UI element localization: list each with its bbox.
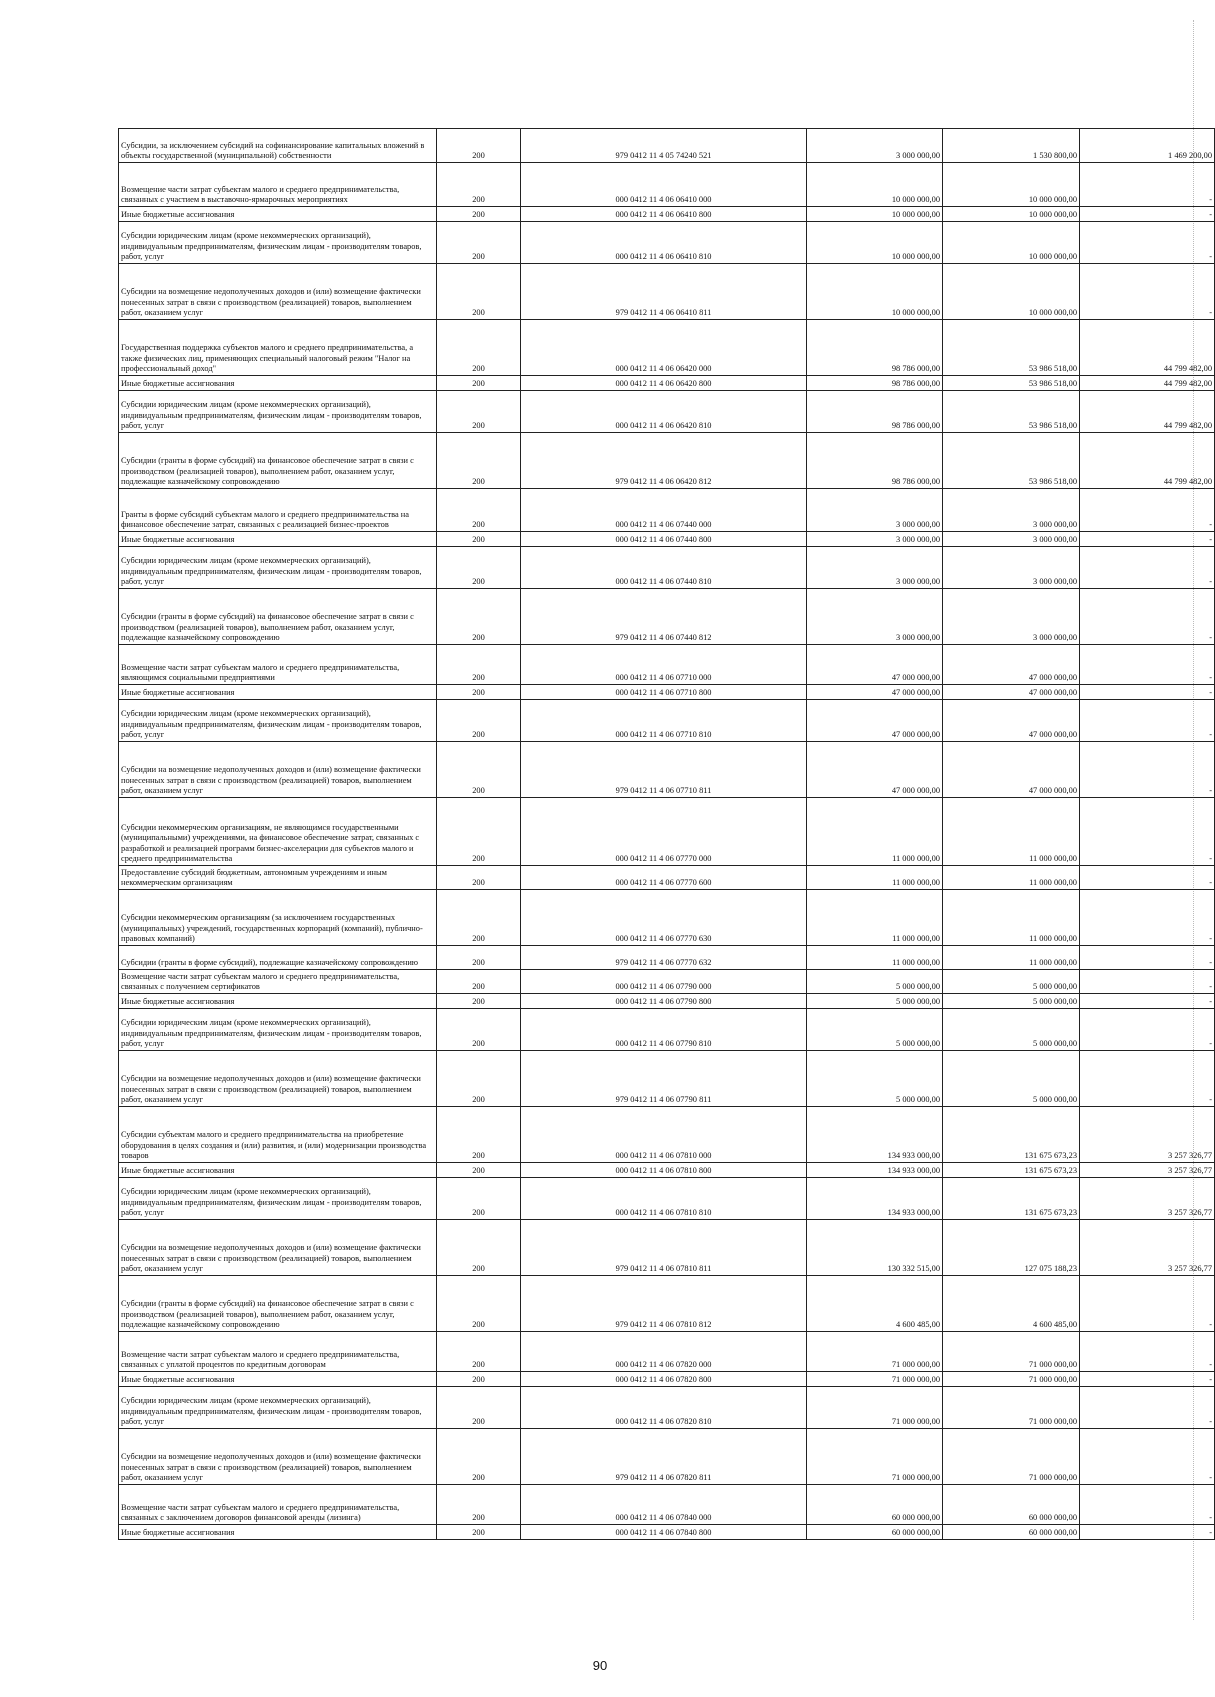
- table-row: [119, 685, 1215, 700]
- table-row: [119, 320, 1215, 376]
- row-kbk-cell: 000 0412 11 4 06 07810 810: [521, 1178, 807, 1220]
- row-unexecuted-cell: -: [1080, 970, 1215, 994]
- budget-execution-table: [118, 128, 1215, 1540]
- row-name-cell: Субсидии юридическим лицам (кроме некоммерческих организаций), индивидуальным предпринимателям, физическим лицам - производителям товаров, работ, услуг: [119, 391, 437, 433]
- row-kbk-cell: 000 0412 11 4 06 07810 000: [521, 1107, 807, 1163]
- row-kbk-cell: 000 0412 11 4 06 07810 800: [521, 1163, 807, 1178]
- row-code-cell: 200: [437, 866, 521, 890]
- row-code-cell: 200: [437, 742, 521, 798]
- row-name-cell: Субсидии субъектам малого и среднего предпринимательства на приобретение оборудования в целях создания и (или) развития, и (или) модернизации производства товаров: [119, 1107, 437, 1163]
- row-code-cell: 200: [437, 946, 521, 970]
- row-approved-cell: 71 000 000,00: [807, 1332, 943, 1372]
- row-executed-cell: 131 675 673,23: [943, 1178, 1080, 1220]
- table-row: [119, 376, 1215, 391]
- table-row: [119, 489, 1215, 532]
- row-executed-cell: 127 075 188,23: [943, 1220, 1080, 1276]
- row-kbk-cell: 000 0412 11 4 06 07820 800: [521, 1372, 807, 1387]
- row-code-cell: 200: [437, 1485, 521, 1525]
- table-row: [119, 994, 1215, 1009]
- row-approved-cell: 10 000 000,00: [807, 207, 943, 222]
- row-executed-cell: 3 000 000,00: [943, 589, 1080, 645]
- row-kbk-cell: 979 0412 11 4 06 07440 812: [521, 589, 807, 645]
- row-approved-cell: 98 786 000,00: [807, 433, 943, 489]
- row-unexecuted-cell: 3 257 326,77: [1080, 1220, 1215, 1276]
- row-kbk-cell: 000 0412 11 4 06 06410 800: [521, 207, 807, 222]
- row-executed-cell: 3 000 000,00: [943, 547, 1080, 589]
- row-executed-cell: 71 000 000,00: [943, 1372, 1080, 1387]
- row-unexecuted-cell: -: [1080, 1009, 1215, 1051]
- row-executed-cell: 53 986 518,00: [943, 320, 1080, 376]
- table-row: [119, 946, 1215, 970]
- row-kbk-cell: 000 0412 11 4 06 07820 810: [521, 1387, 807, 1429]
- row-name-cell: Субсидии (гранты в форме субсидий) на финансовое обеспечение затрат в связи с производством (реализацией товаров), выполнением работ, оказанием услуг, подлежащие казначейскому сопровождению: [119, 433, 437, 489]
- row-approved-cell: 11 000 000,00: [807, 946, 943, 970]
- table-row: [119, 433, 1215, 489]
- row-name-cell: Субсидии на возмещение недополученных доходов и (или) возмещение фактически понесенных затрат в связи с производством (реализацией) товаров, выполнением работ, оказанием услуг: [119, 264, 437, 320]
- row-approved-cell: 3 000 000,00: [807, 532, 943, 547]
- row-name-cell: Субсидии некоммерческим организациям (за исключением государственных (муниципальных) учреждений, государственных корпораций (компаний), публично-правовых компаний): [119, 890, 437, 946]
- row-approved-cell: 134 933 000,00: [807, 1163, 943, 1178]
- row-unexecuted-cell: -: [1080, 547, 1215, 589]
- row-name-cell: Субсидии (гранты в форме субсидий), подлежащие казначейскому сопровождению: [119, 946, 437, 970]
- table-row: [119, 1429, 1215, 1485]
- row-executed-cell: 71 000 000,00: [943, 1387, 1080, 1429]
- row-executed-cell: 3 000 000,00: [943, 489, 1080, 532]
- row-code-cell: 200: [437, 433, 521, 489]
- row-kbk-cell: 979 0412 11 4 06 07770 632: [521, 946, 807, 970]
- table-row: [119, 589, 1215, 645]
- row-kbk-cell: 000 0412 11 4 06 07440 000: [521, 489, 807, 532]
- row-approved-cell: 60 000 000,00: [807, 1525, 943, 1540]
- row-kbk-cell: 000 0412 11 4 06 07840 800: [521, 1525, 807, 1540]
- row-unexecuted-cell: 3 257 326,77: [1080, 1163, 1215, 1178]
- table-row: [119, 264, 1215, 320]
- row-unexecuted-cell: -: [1080, 222, 1215, 264]
- row-executed-cell: 3 000 000,00: [943, 532, 1080, 547]
- row-executed-cell: 11 000 000,00: [943, 798, 1080, 866]
- row-unexecuted-cell: -: [1080, 163, 1215, 207]
- row-code-cell: 200: [437, 589, 521, 645]
- row-kbk-cell: 000 0412 11 4 06 07840 000: [521, 1485, 807, 1525]
- row-approved-cell: 5 000 000,00: [807, 1009, 943, 1051]
- row-approved-cell: 11 000 000,00: [807, 798, 943, 866]
- row-kbk-cell: 000 0412 11 4 06 06420 000: [521, 320, 807, 376]
- row-name-cell: Субсидии юридическим лицам (кроме некоммерческих организаций), индивидуальным предпринимателям, физическим лицам - производителям товаров, работ, услуг: [119, 547, 437, 589]
- row-executed-cell: 60 000 000,00: [943, 1525, 1080, 1540]
- row-kbk-cell: 000 0412 11 4 06 07770 630: [521, 890, 807, 946]
- row-kbk-cell: 000 0412 11 4 06 07770 600: [521, 866, 807, 890]
- row-approved-cell: 47 000 000,00: [807, 645, 943, 685]
- row-code-cell: 200: [437, 1332, 521, 1372]
- row-name-cell: Иные бюджетные ассигнования: [119, 532, 437, 547]
- row-unexecuted-cell: 44 799 482,00: [1080, 376, 1215, 391]
- row-executed-cell: 1 530 800,00: [943, 129, 1080, 163]
- row-code-cell: 200: [437, 1525, 521, 1540]
- budget-table-frame: [118, 128, 1212, 1540]
- table-row: [119, 866, 1215, 890]
- table-row: [119, 1051, 1215, 1107]
- row-unexecuted-cell: -: [1080, 489, 1215, 532]
- row-code-cell: 200: [437, 700, 521, 742]
- row-kbk-cell: 979 0412 11 4 06 07710 811: [521, 742, 807, 798]
- row-unexecuted-cell: 44 799 482,00: [1080, 433, 1215, 489]
- row-code-cell: 200: [437, 376, 521, 391]
- table-body: [119, 129, 1215, 1540]
- table-row: [119, 1485, 1215, 1525]
- row-unexecuted-cell: -: [1080, 946, 1215, 970]
- row-name-cell: Субсидии юридическим лицам (кроме некоммерческих организаций), индивидуальным предпринимателям, физическим лицам - производителям товаров, работ, услуг: [119, 1178, 437, 1220]
- row-approved-cell: 10 000 000,00: [807, 264, 943, 320]
- row-approved-cell: 5 000 000,00: [807, 994, 943, 1009]
- row-unexecuted-cell: -: [1080, 589, 1215, 645]
- row-name-cell: Субсидии юридическим лицам (кроме некоммерческих организаций), индивидуальным предпринимателям, физическим лицам - производителям товаров, работ, услуг: [119, 222, 437, 264]
- row-code-cell: 200: [437, 1276, 521, 1332]
- row-unexecuted-cell: -: [1080, 866, 1215, 890]
- row-kbk-cell: 000 0412 11 4 06 06420 810: [521, 391, 807, 433]
- row-kbk-cell: 000 0412 11 4 06 06420 800: [521, 376, 807, 391]
- row-executed-cell: 47 000 000,00: [943, 645, 1080, 685]
- row-approved-cell: 98 786 000,00: [807, 376, 943, 391]
- row-executed-cell: 131 675 673,23: [943, 1107, 1080, 1163]
- table-row: [119, 222, 1215, 264]
- row-code-cell: 200: [437, 532, 521, 547]
- row-approved-cell: 10 000 000,00: [807, 163, 943, 207]
- row-name-cell: Субсидии некоммерческим организациям, не являющимся государственными (муниципальными) учреждениями, на финансовое обеспечение затрат, связанных с разработкой и реализацией программ бизнес-акселерации для субъектов малого и среднего предпринимательства: [119, 798, 437, 866]
- row-code-cell: 200: [437, 1429, 521, 1485]
- row-approved-cell: 10 000 000,00: [807, 222, 943, 264]
- row-executed-cell: 53 986 518,00: [943, 376, 1080, 391]
- table-row: [119, 700, 1215, 742]
- row-code-cell: 200: [437, 890, 521, 946]
- row-code-cell: 200: [437, 129, 521, 163]
- row-executed-cell: 10 000 000,00: [943, 163, 1080, 207]
- row-name-cell: Предоставление субсидий бюджетным, автономным учреждениям и иным некоммерческим организациям: [119, 866, 437, 890]
- row-approved-cell: 3 000 000,00: [807, 129, 943, 163]
- row-code-cell: 200: [437, 1163, 521, 1178]
- row-approved-cell: 5 000 000,00: [807, 970, 943, 994]
- row-unexecuted-cell: -: [1080, 700, 1215, 742]
- row-executed-cell: 5 000 000,00: [943, 1009, 1080, 1051]
- row-name-cell: Субсидии юридическим лицам (кроме некоммерческих организаций), индивидуальным предпринимателям, физическим лицам - производителям товаров, работ, услуг: [119, 1387, 437, 1429]
- row-kbk-cell: 000 0412 11 4 06 07790 810: [521, 1009, 807, 1051]
- row-approved-cell: 11 000 000,00: [807, 890, 943, 946]
- row-approved-cell: 71 000 000,00: [807, 1387, 943, 1429]
- row-unexecuted-cell: -: [1080, 1332, 1215, 1372]
- row-code-cell: 200: [437, 489, 521, 532]
- row-name-cell: Иные бюджетные ассигнования: [119, 994, 437, 1009]
- row-approved-cell: 98 786 000,00: [807, 391, 943, 433]
- table-row: [119, 547, 1215, 589]
- row-code-cell: 200: [437, 207, 521, 222]
- row-kbk-cell: 979 0412 11 4 06 07810 812: [521, 1276, 807, 1332]
- row-name-cell: Иные бюджетные ассигнования: [119, 1372, 437, 1387]
- row-code-cell: 200: [437, 320, 521, 376]
- row-kbk-cell: 979 0412 11 4 06 07810 811: [521, 1220, 807, 1276]
- row-executed-cell: 11 000 000,00: [943, 946, 1080, 970]
- row-name-cell: Гранты в форме субсидий субъектам малого и среднего предпринимательства на финансовое обеспечение затрат, связанных с реализацией бизнес-проектов: [119, 489, 437, 532]
- row-approved-cell: 3 000 000,00: [807, 589, 943, 645]
- row-unexecuted-cell: -: [1080, 1276, 1215, 1332]
- row-kbk-cell: 979 0412 11 4 06 06410 811: [521, 264, 807, 320]
- row-unexecuted-cell: -: [1080, 685, 1215, 700]
- row-unexecuted-cell: 3 257 326,77: [1080, 1107, 1215, 1163]
- row-unexecuted-cell: -: [1080, 645, 1215, 685]
- row-approved-cell: 134 933 000,00: [807, 1178, 943, 1220]
- row-name-cell: Иные бюджетные ассигнования: [119, 1163, 437, 1178]
- row-unexecuted-cell: -: [1080, 1372, 1215, 1387]
- row-code-cell: 200: [437, 547, 521, 589]
- table-row: [119, 1372, 1215, 1387]
- row-kbk-cell: 979 0412 11 4 05 74240 521: [521, 129, 807, 163]
- row-code-cell: 200: [437, 1372, 521, 1387]
- row-approved-cell: 71 000 000,00: [807, 1429, 943, 1485]
- row-approved-cell: 47 000 000,00: [807, 742, 943, 798]
- row-name-cell: Возмещение части затрат субъектам малого и среднего предпринимательства, связанных с получением сертификатов: [119, 970, 437, 994]
- row-executed-cell: 53 986 518,00: [943, 433, 1080, 489]
- row-kbk-cell: 979 0412 11 4 06 07790 811: [521, 1051, 807, 1107]
- table-row: [119, 645, 1215, 685]
- row-unexecuted-cell: -: [1080, 1485, 1215, 1525]
- row-executed-cell: 71 000 000,00: [943, 1429, 1080, 1485]
- row-code-cell: 200: [437, 798, 521, 866]
- row-unexecuted-cell: -: [1080, 1429, 1215, 1485]
- table-row: [119, 129, 1215, 163]
- row-kbk-cell: 000 0412 11 4 06 07770 000: [521, 798, 807, 866]
- row-code-cell: 200: [437, 1051, 521, 1107]
- row-code-cell: 200: [437, 163, 521, 207]
- row-unexecuted-cell: -: [1080, 890, 1215, 946]
- row-approved-cell: 134 933 000,00: [807, 1107, 943, 1163]
- row-unexecuted-cell: -: [1080, 532, 1215, 547]
- row-executed-cell: 53 986 518,00: [943, 391, 1080, 433]
- row-kbk-cell: 000 0412 11 4 06 07710 000: [521, 645, 807, 685]
- row-unexecuted-cell: -: [1080, 742, 1215, 798]
- row-code-cell: 200: [437, 994, 521, 1009]
- row-unexecuted-cell: -: [1080, 1525, 1215, 1540]
- row-code-cell: 200: [437, 1220, 521, 1276]
- row-approved-cell: 3 000 000,00: [807, 489, 943, 532]
- table-row: [119, 742, 1215, 798]
- page-number: 90: [592, 1658, 608, 1673]
- row-name-cell: Возмещение части затрат субъектам малого и среднего предпринимательства, связанных с участием в выставочно-ярмарочных мероприятиях: [119, 163, 437, 207]
- row-approved-cell: 4 600 485,00: [807, 1276, 943, 1332]
- row-code-cell: 200: [437, 645, 521, 685]
- row-executed-cell: 5 000 000,00: [943, 970, 1080, 994]
- row-executed-cell: 47 000 000,00: [943, 685, 1080, 700]
- row-unexecuted-cell: 44 799 482,00: [1080, 391, 1215, 433]
- row-executed-cell: 4 600 485,00: [943, 1276, 1080, 1332]
- row-name-cell: Иные бюджетные ассигнования: [119, 207, 437, 222]
- row-executed-cell: 10 000 000,00: [943, 207, 1080, 222]
- row-executed-cell: 11 000 000,00: [943, 890, 1080, 946]
- row-name-cell: Возмещение части затрат субъектам малого и среднего предпринимательства, связанных с заключением договоров финансовой аренды (лизинга): [119, 1485, 437, 1525]
- row-kbk-cell: 000 0412 11 4 06 07440 800: [521, 532, 807, 547]
- table-row: [119, 970, 1215, 994]
- table-row: [119, 1276, 1215, 1332]
- row-unexecuted-cell: -: [1080, 798, 1215, 866]
- row-unexecuted-cell: 1 469 200,00: [1080, 129, 1215, 163]
- row-executed-cell: 131 675 673,23: [943, 1163, 1080, 1178]
- row-approved-cell: 71 000 000,00: [807, 1372, 943, 1387]
- row-code-cell: 200: [437, 970, 521, 994]
- row-name-cell: Иные бюджетные ассигнования: [119, 685, 437, 700]
- table-row: [119, 1220, 1215, 1276]
- table-row: [119, 1009, 1215, 1051]
- row-unexecuted-cell: -: [1080, 207, 1215, 222]
- table-row: [119, 1525, 1215, 1540]
- row-code-cell: 200: [437, 264, 521, 320]
- row-executed-cell: 5 000 000,00: [943, 994, 1080, 1009]
- row-approved-cell: 130 332 515,00: [807, 1220, 943, 1276]
- row-name-cell: Возмещение части затрат субъектам малого и среднего предпринимательства, связанных с уплатой процентов по кредитным договорам: [119, 1332, 437, 1372]
- row-kbk-cell: 000 0412 11 4 06 06410 000: [521, 163, 807, 207]
- row-executed-cell: 10 000 000,00: [943, 264, 1080, 320]
- row-name-cell: Субсидии на возмещение недополученных доходов и (или) возмещение фактически понесенных затрат в связи с производством (реализацией) товаров, выполнением работ, оказанием услуг: [119, 1429, 437, 1485]
- row-kbk-cell: 000 0412 11 4 06 07710 810: [521, 700, 807, 742]
- table-row: [119, 1178, 1215, 1220]
- table-row: [119, 1387, 1215, 1429]
- table-row: [119, 391, 1215, 433]
- row-executed-cell: 60 000 000,00: [943, 1485, 1080, 1525]
- table-row: [119, 1332, 1215, 1372]
- row-executed-cell: 47 000 000,00: [943, 700, 1080, 742]
- row-kbk-cell: 000 0412 11 4 06 07440 810: [521, 547, 807, 589]
- row-code-cell: 200: [437, 222, 521, 264]
- row-name-cell: Субсидии (гранты в форме субсидий) на финансовое обеспечение затрат в связи с производством (реализацией товаров), выполнением работ, оказанием услуг, подлежащие казначейскому сопровождению: [119, 589, 437, 645]
- row-name-cell: Государственная поддержка субъектов малого и среднего предпринимательства, а также физических лиц, применяющих специальный налоговый режим "Налог на профессиональный доход": [119, 320, 437, 376]
- row-approved-cell: 5 000 000,00: [807, 1051, 943, 1107]
- row-kbk-cell: 000 0412 11 4 06 07790 800: [521, 994, 807, 1009]
- row-approved-cell: 47 000 000,00: [807, 685, 943, 700]
- row-unexecuted-cell: 44 799 482,00: [1080, 320, 1215, 376]
- row-unexecuted-cell: -: [1080, 1051, 1215, 1107]
- row-executed-cell: 71 000 000,00: [943, 1332, 1080, 1372]
- row-unexecuted-cell: -: [1080, 994, 1215, 1009]
- row-executed-cell: 11 000 000,00: [943, 866, 1080, 890]
- row-name-cell: Субсидии юридическим лицам (кроме некоммерческих организаций), индивидуальным предпринимателям, физическим лицам - производителям товаров, работ, услуг: [119, 700, 437, 742]
- row-unexecuted-cell: 3 257 326,77: [1080, 1178, 1215, 1220]
- row-name-cell: Субсидии на возмещение недополученных доходов и (или) возмещение фактически понесенных затрат в связи с производством (реализацией) товаров, выполнением работ, оказанием услуг: [119, 742, 437, 798]
- table-row: [119, 163, 1215, 207]
- row-kbk-cell: 000 0412 11 4 06 06410 810: [521, 222, 807, 264]
- row-name-cell: Субсидии на возмещение недополученных доходов и (или) возмещение фактически понесенных затрат в связи с производством (реализацией) товаров, выполнением работ, оказанием услуг: [119, 1220, 437, 1276]
- row-kbk-cell: 979 0412 11 4 06 06420 812: [521, 433, 807, 489]
- row-kbk-cell: 000 0412 11 4 06 07820 000: [521, 1332, 807, 1372]
- row-approved-cell: 11 000 000,00: [807, 866, 943, 890]
- row-name-cell: Субсидии, за исключением субсидий на софинансирование капитальных вложений в объекты государственной (муниципальной) собственности: [119, 129, 437, 163]
- row-name-cell: Возмещение части затрат субъектам малого и среднего предпринимательства, являющимся социальными предприятиями: [119, 645, 437, 685]
- row-unexecuted-cell: -: [1080, 264, 1215, 320]
- table-row: [119, 798, 1215, 866]
- row-code-cell: 200: [437, 1178, 521, 1220]
- row-name-cell: Иные бюджетные ассигнования: [119, 1525, 437, 1540]
- table-row: [119, 1107, 1215, 1163]
- row-kbk-cell: 979 0412 11 4 06 07820 811: [521, 1429, 807, 1485]
- table-row: [119, 532, 1215, 547]
- row-kbk-cell: 000 0412 11 4 06 07710 800: [521, 685, 807, 700]
- row-code-cell: 200: [437, 1107, 521, 1163]
- row-approved-cell: 3 000 000,00: [807, 547, 943, 589]
- row-unexecuted-cell: -: [1080, 1387, 1215, 1429]
- row-executed-cell: 47 000 000,00: [943, 742, 1080, 798]
- row-code-cell: 200: [437, 685, 521, 700]
- table-row: [119, 890, 1215, 946]
- row-name-cell: Субсидии на возмещение недополученных доходов и (или) возмещение фактически понесенных затрат в связи с производством (реализацией) товаров, выполнением работ, оказанием услуг: [119, 1051, 437, 1107]
- row-code-cell: 200: [437, 1009, 521, 1051]
- row-executed-cell: 10 000 000,00: [943, 222, 1080, 264]
- row-code-cell: 200: [437, 391, 521, 433]
- row-name-cell: Субсидии (гранты в форме субсидий) на финансовое обеспечение затрат в связи с производством (реализацией товаров), выполнением работ, оказанием услуг, подлежащие казначейскому сопровождению: [119, 1276, 437, 1332]
- row-executed-cell: 5 000 000,00: [943, 1051, 1080, 1107]
- row-code-cell: 200: [437, 1387, 521, 1429]
- row-approved-cell: 60 000 000,00: [807, 1485, 943, 1525]
- row-approved-cell: 47 000 000,00: [807, 700, 943, 742]
- row-kbk-cell: 000 0412 11 4 06 07790 000: [521, 970, 807, 994]
- table-row: [119, 207, 1215, 222]
- row-name-cell: Субсидии юридическим лицам (кроме некоммерческих организаций), индивидуальным предпринимателям, физическим лицам - производителям товаров, работ, услуг: [119, 1009, 437, 1051]
- row-approved-cell: 98 786 000,00: [807, 320, 943, 376]
- row-name-cell: Иные бюджетные ассигнования: [119, 376, 437, 391]
- table-row: [119, 1163, 1215, 1178]
